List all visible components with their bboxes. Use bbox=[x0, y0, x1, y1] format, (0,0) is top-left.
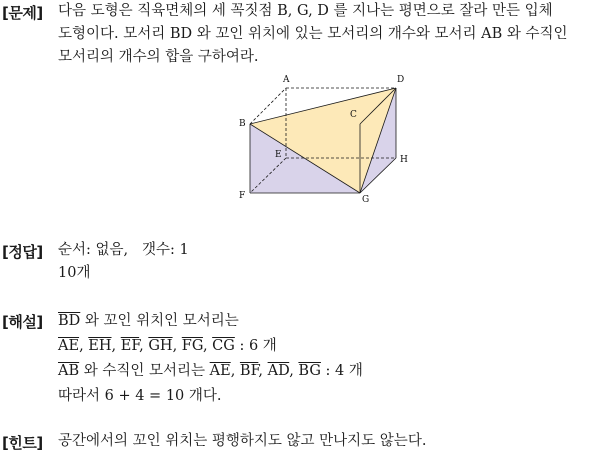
explanation-label: [해설] bbox=[2, 313, 43, 331]
explanation-l3-tail: : 4 개 bbox=[320, 363, 363, 379]
vertex-label-e: E bbox=[275, 150, 282, 160]
answer-label: [정답] bbox=[2, 243, 43, 261]
hint-line: 공간에서의 꼬인 위치는 평행하지도 않고 만나지도 않는다. bbox=[58, 433, 427, 449]
vertex-label-b: B bbox=[239, 119, 246, 129]
explanation-l3-mid: 와 수직인 모서리는 bbox=[79, 363, 210, 379]
explanation-line-3: $\overline{AB}$ 와 수직인 모서리는 $\overline{AE}$, $\overline{BF}$, $\overline{AD}$, $\overline{BG}$ : 4 개 bbox=[58, 363, 363, 379]
edge-bg: $\overline{BG}$ bbox=[298, 363, 321, 379]
edge-ef: $\overline{EF}$ bbox=[120, 338, 140, 354]
edge-ab: $\overline{AB}$ bbox=[58, 363, 80, 379]
vertex-label-d: D bbox=[397, 75, 405, 85]
edge-bd: $\overline{BD}$ bbox=[58, 313, 81, 329]
problem-line-1: 다음 도형은 직육면체의 세 꼭짓점 B, G, D 를 지나는 평면으로 잘라 만든 입체 bbox=[58, 3, 553, 19]
explanation-line-4: 따라서 6 + 4 = 10 개다. bbox=[58, 388, 222, 404]
explanation-text bbox=[58, 309, 585, 409]
explanation-l2-tail: : 6 개 bbox=[234, 338, 277, 354]
cuboid-figure bbox=[232, 70, 412, 210]
problem-text bbox=[58, 0, 585, 69]
problem-label: [문제] bbox=[2, 4, 43, 22]
edge-ae: $\overline{AE}$ bbox=[58, 338, 80, 354]
vertex-label-a: A bbox=[283, 75, 290, 85]
answer-line-1: 순서: 없음, 갯수: 1 bbox=[58, 242, 189, 258]
vertex-label-h: H bbox=[400, 155, 408, 165]
edge-cg: $\overline{CG}$ bbox=[212, 338, 235, 354]
vertex-label-g: G bbox=[362, 195, 370, 205]
explanation-line-2: $\overline{AE}$, $\overline{EH}$, $\overline{EF}$, $\overline{GH}$, $\overline{FG}$, $\overline{CG}$ : 6 개 bbox=[58, 338, 277, 354]
explanation-line-1 bbox=[58, 309, 585, 334]
explanation-l1-text: 와 꼬인 위치인 모서리는 bbox=[80, 313, 239, 329]
edge-gh: $\overline{GH}$ bbox=[148, 338, 173, 354]
answer-line-2: 10개 bbox=[58, 265, 91, 281]
edge-ae-2: $\overline{AE}$ bbox=[209, 363, 231, 379]
edge-bf: $\overline{BF}$ bbox=[239, 363, 259, 379]
vertex-label-c: C bbox=[350, 110, 357, 120]
hint-text bbox=[58, 430, 585, 453]
edge-ad: $\overline{AD}$ bbox=[267, 363, 290, 379]
problem-line-3: 모서리의 개수의 합을 구하여라. bbox=[58, 49, 259, 65]
vertex-label-f: F bbox=[239, 191, 246, 201]
edge-fg: $\overline{FG}$ bbox=[181, 338, 203, 354]
hint-label: [힌트] bbox=[2, 434, 43, 452]
answer-text bbox=[58, 239, 585, 285]
problem-line-2: 도형이다. 모서리 BD 와 꼬인 위치에 있는 모서리의 개수와 모서리 AB 와 수직인 bbox=[58, 26, 568, 42]
edge-eh: $\overline{EH}$ bbox=[88, 338, 112, 354]
